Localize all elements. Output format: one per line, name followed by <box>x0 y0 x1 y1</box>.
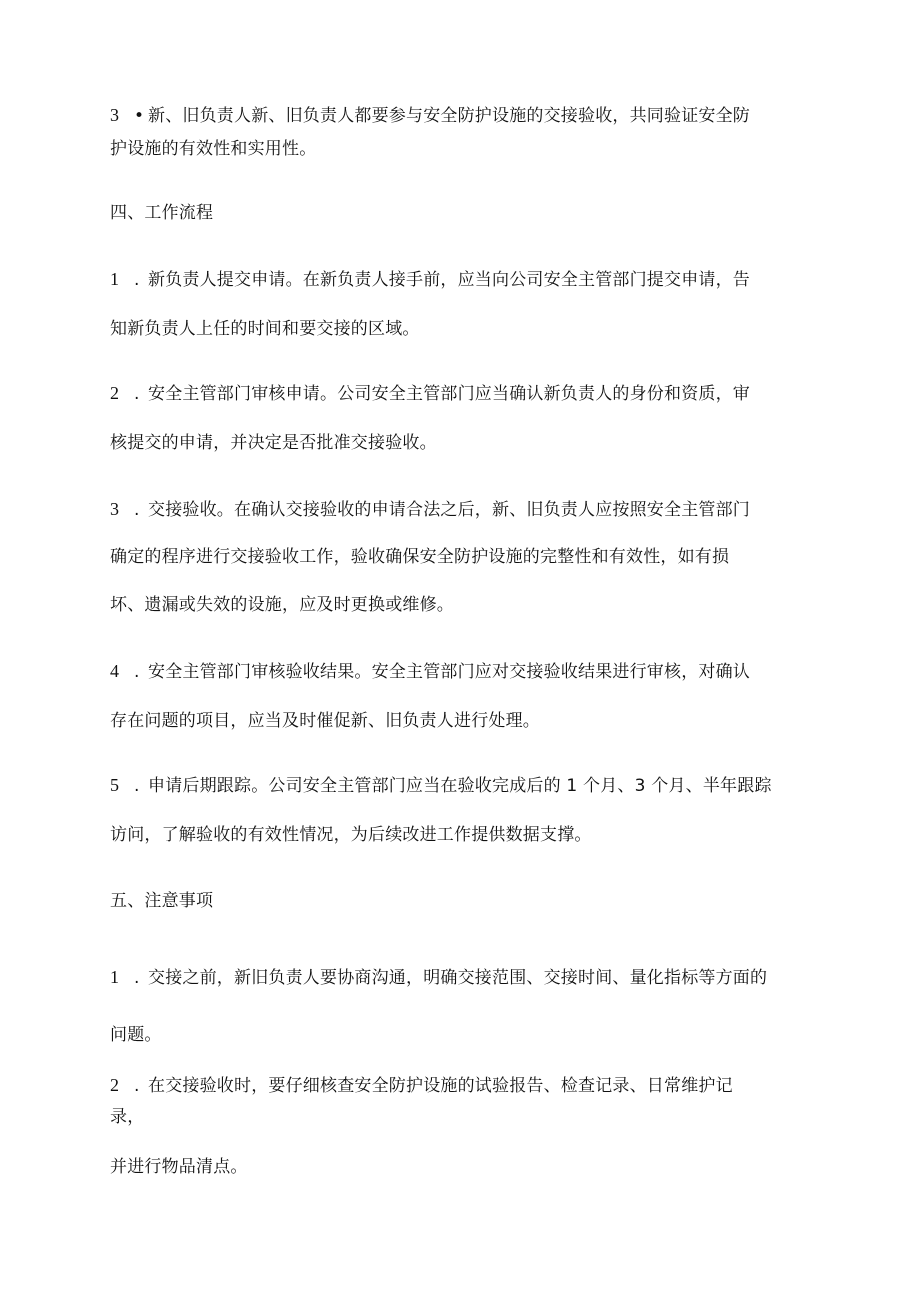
item-separator: . <box>134 968 140 988</box>
item-text: 申请后期跟踪。公司安全主管部门应当在验收完成后的 1 个月、3 个月、半年跟踪 <box>148 776 772 796</box>
item-number: 1 <box>110 967 120 987</box>
workflow-item-3-line-1 <box>110 498 750 521</box>
notes-item-1-line-2: 问题。 <box>110 1025 162 1045</box>
workflow-item-5-line-1 <box>110 774 772 797</box>
item-3-line-1 <box>110 104 750 127</box>
item-separator: . <box>134 270 140 290</box>
workflow-item-2-line-1 <box>110 382 750 405</box>
item-separator: . <box>134 500 140 520</box>
workflow-item-3-line-2: 确定的程序进行交接验收工作，验收确保安全防护设施的完整性和有效性，如有损 <box>110 547 730 567</box>
item-text: 安全主管部门审核验收结果。安全主管部门应对交接验收结果进行审核，对确认 <box>148 662 750 682</box>
workflow-item-4-line-2: 存在问题的项目，应当及时催促新、旧负责人进行处理。 <box>110 711 540 731</box>
item-number: 3 <box>110 105 120 125</box>
section-heading-notes: 五、注意事项 <box>110 891 214 911</box>
item-text: 安全主管部门审核申请。公司安全主管部门应当确认新负责人的身份和资质，审 <box>148 384 750 404</box>
item-text: 新、旧负责人新、旧负责人都要参与安全防护设施的交接验收，共同验证安全防 <box>148 106 750 126</box>
item-separator: . <box>134 662 140 682</box>
item-number: 3 <box>110 499 120 519</box>
workflow-item-5-line-2: 访问，了解验收的有效性情况，为后续改进工作提供数据支撑。 <box>110 825 592 845</box>
workflow-item-3-line-3: 坏、遗漏或失效的设施，应及时更换或维修。 <box>110 595 454 615</box>
item-text: 交接验收。在确认交接验收的申请合法之后，新、旧负责人应按照安全主管部门 <box>148 500 750 520</box>
section-heading-workflow: 四、工作流程 <box>110 203 214 223</box>
item-number: 2 <box>110 1075 120 1095</box>
item-number: 2 <box>110 383 120 403</box>
item-separator: . <box>134 384 140 404</box>
item-number: 1 <box>110 269 120 289</box>
workflow-item-1-line-1 <box>110 268 750 291</box>
workflow-item-1-line-2: 知新负责人上任的时间和要交接的区域。 <box>110 319 420 339</box>
item-separator: • <box>134 106 145 126</box>
notes-item-1-line-1 <box>110 966 767 989</box>
item-3-line-2: 护设施的有效性和实用性。 <box>110 139 317 159</box>
item-text: 新负责人提交申请。在新负责人接手前，应当向公司安全主管部门提交申请，告 <box>148 270 750 290</box>
item-separator: . <box>134 776 140 796</box>
notes-item-2-line-3: 并进行物品清点。 <box>110 1157 248 1177</box>
notes-item-2-line-2: 录， <box>110 1107 145 1127</box>
workflow-item-4-line-1 <box>110 660 750 683</box>
item-text: 交接之前，新旧负责人要协商沟通，明确交接范围、交接时间、量化指标等方面的 <box>148 968 768 988</box>
notes-item-2-line-1 <box>110 1074 733 1097</box>
item-separator: . <box>134 1076 140 1096</box>
workflow-item-2-line-2: 核提交的申请，并决定是否批准交接验收。 <box>110 433 437 453</box>
item-text: 在交接验收时，要仔细核查安全防护设施的试验报告、检查记录、日常维护记 <box>148 1076 733 1096</box>
item-number: 4 <box>110 661 120 681</box>
item-number: 5 <box>110 775 120 795</box>
